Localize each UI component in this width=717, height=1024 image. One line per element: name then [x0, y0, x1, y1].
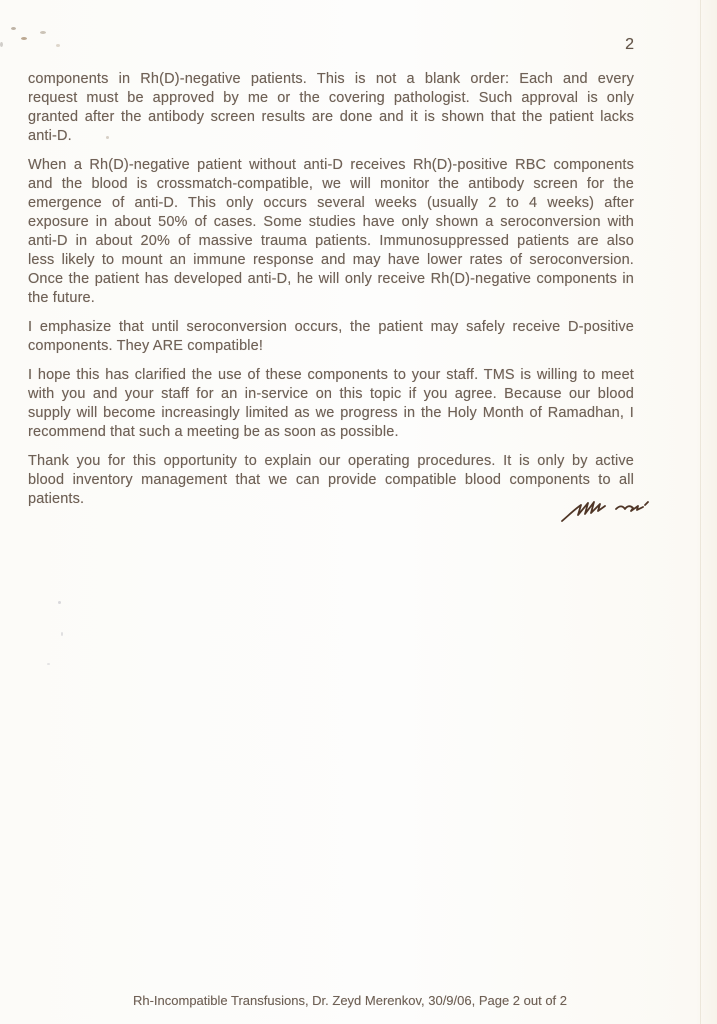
letter-body [28, 70, 634, 519]
text-line: anti-D. [28, 128, 72, 144]
scan-speck [40, 31, 46, 34]
text-line: less likely to mount an immune response and may have lower rates of seroconversion. [28, 252, 634, 268]
text-line: request must be approved by me or the covering pathologist. Such approval is only [28, 90, 634, 106]
scan-edge-shadow [700, 0, 701, 1024]
text-line: granted after the antibody screen results are done and it is shown that the patient lacks [28, 109, 634, 125]
text-line: patients. [28, 491, 85, 507]
text-line: components in Rh(D)-negative patients. This is not a blank order: Each and every [28, 71, 634, 87]
text-line: with you and your staff for an in-service on this topic if you agree. Because our blood [28, 386, 634, 402]
text-line: Once the patient has developed anti-D, he will only receive Rh(D)-negative components in [28, 271, 634, 287]
footer-line: Rh-Incompatible Transfusions, Dr. Zeyd Merenkov, 30/9/06, Page 2 out of 2 [132, 993, 568, 1008]
scan-speck [58, 601, 61, 604]
text-line: and the blood is crossmatch-compatible, we will monitor the antibody screen for the [28, 176, 634, 192]
signature-scribble [558, 494, 658, 528]
text-line: I emphasize that until seroconversion occurs, the patient may safely receive D-positive [28, 319, 634, 335]
text-line: I hope this has clarified the use of these components to your staff. TMS is willing to meet [28, 367, 634, 383]
text-line: emergence of anti-D. This only occurs several weeks (usually 2 to 4 weeks) after [28, 195, 634, 211]
text-line: blood inventory management that we can provide compatible blood components to all [28, 472, 634, 488]
scan-speck [0, 42, 3, 47]
paragraphs [28, 70, 634, 509]
paragraph [28, 70, 634, 146]
text-line: the future. [28, 290, 95, 306]
scan-speck [61, 632, 63, 636]
text-line: components. They ARE compatible! [28, 338, 264, 354]
paragraph [28, 156, 634, 308]
text-line: anti-D in about 20% of massive trauma patients. Immunosuppressed patients are also [28, 233, 634, 249]
text-line: supply will become increasingly limited as we progress in the Holy Month of Ramadhan, I [28, 405, 634, 421]
text-line: Thank you for this opportunity to explain our operating procedures. It is only by active [28, 453, 634, 469]
scan-speck [47, 663, 50, 665]
text-line: recommend that such a meeting be as soon as possible. [28, 424, 399, 440]
scan-speck [11, 27, 16, 30]
paragraph [28, 366, 634, 442]
page-number: 2 [625, 36, 634, 53]
paragraph [28, 452, 634, 509]
text-line: When a Rh(D)-negative patient without anti-D receives Rh(D)-positive RBC components [28, 157, 634, 173]
text-line: exposure in about 50% of cases. Some studies have only shown a seroconversion with [28, 214, 634, 230]
scan-speck [21, 37, 27, 40]
paragraph [28, 318, 634, 356]
